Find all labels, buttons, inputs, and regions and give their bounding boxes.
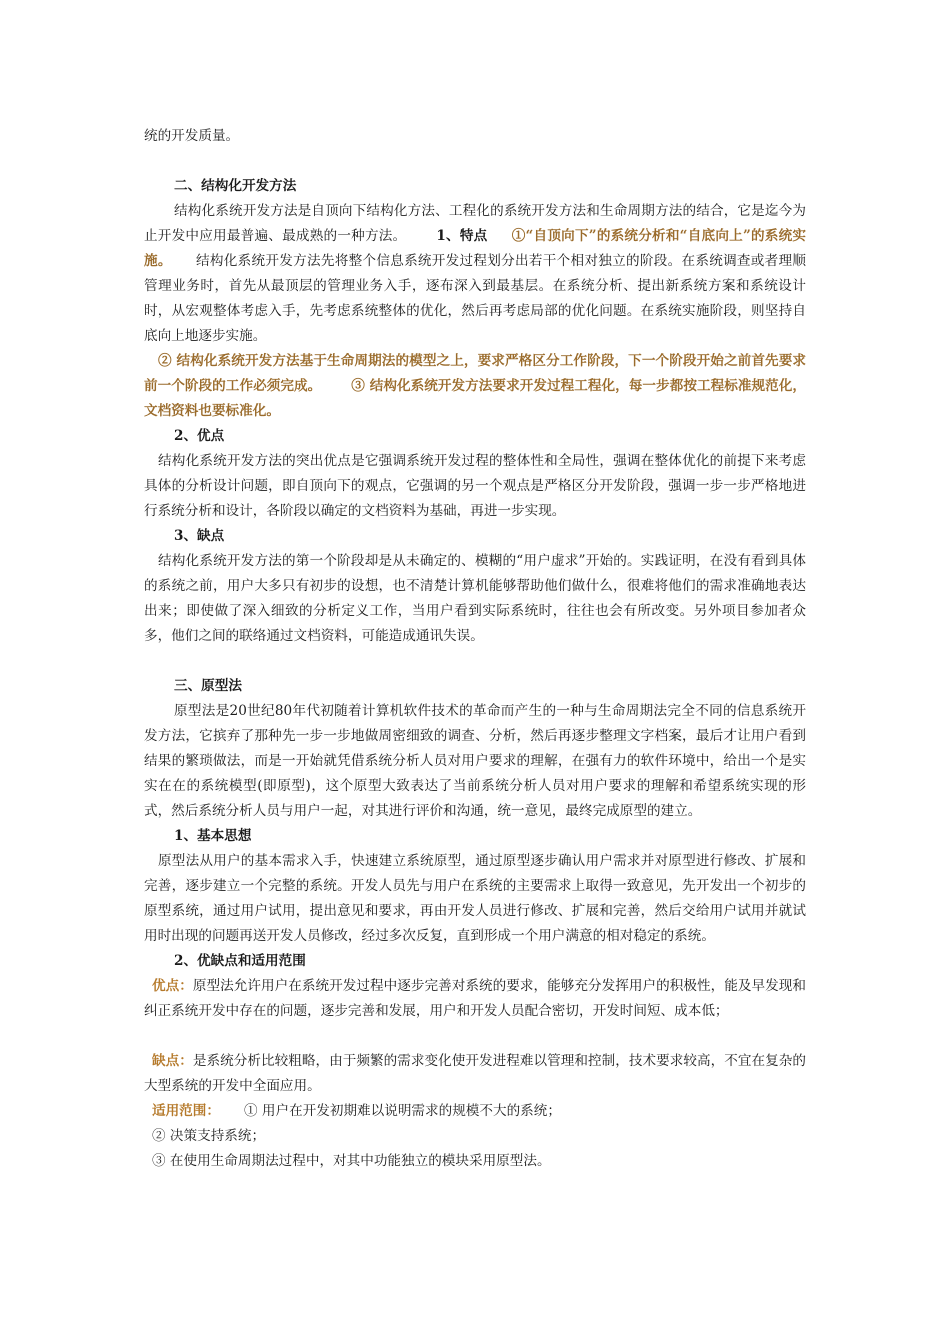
advantages-text: 结构化系统开发方法的突出优点是它强调系统开发过程的整体性和全局性，强调在整体优化的前提下来考虑具体的分析设计问题，即自顶向下的观点，它强调的另一个观点是严格区分开发阶段，强调一步一步严格地进行系统分析和设计，各阶段以确定的文档资料为基础，再进一步实现。 [144,453,806,519]
section-heading-structured: 二、结构化开发方法 [174,178,297,194]
scope-line-3 [144,1149,806,1174]
cons-text: 是系统分析比较粗略，由于频繁的需求变化使开发进程难以管理和控制，技术要求较高，不宜在复杂的大型系统的开发中全面应用。 [144,1053,807,1094]
pros-cons-heading: 2、优缺点和适用范围 [174,953,306,969]
pros-paragraph [144,974,806,1024]
feature2-3-paragraph [144,349,806,424]
structured-intro-paragraph [144,199,806,349]
feature3-highlight: ③ 结构化系统开发方法要求开发过程工程化，每一步都按工程标准规范化，文档资料也要标准化。 [144,378,807,419]
scope-line-2 [144,1124,806,1149]
document-page [144,124,806,1174]
basic-idea-text: 原型法从用户的基本需求入手，快速建立系统原型，通过原型逐步确认用户需求并对原型进行修改、扩展和完善，逐步建立一个完整的系统。开发人员先与用户在系统的主要需求上取得一致意见，先开发出一个初步的原型系统，通过用户试用，提出意见和要求，再由开发人员进行修改、扩展和完善，然后交给用户试用并就试用时出现的问题再送开发人员修改，经过多次反复，直到形成一个用户满意的相对稳定的系统。 [144,853,806,944]
cons-label: 缺点： [152,1053,193,1069]
disadvantages-text: 结构化系统开发方法的第一个阶段却是从未确定的、模糊的“用户虚求”开始的。实践证明，在没有看到具体的系统之前，用户大多只有初步的设想，也不清楚计算机能够帮助他们做什么，很难将他们的需求准确地表达出来；即使做了深入细致的分析定义工作，当用户看到实际系统时，往往也会有所改变。另外项目参加者众多，他们之间的联络通过文档资料，可能造成通讯失误。 [144,553,806,644]
section-heading-prototype: 三、原型法 [174,678,242,694]
cons-paragraph [144,1049,806,1099]
scope-item: ② 决策支持系统； [152,1128,266,1144]
intro-tail: 统的开发质量。 [144,128,240,144]
scope-item: ③ 在使用生命周期法过程中，对其中功能独立的模块采用原型法。 [152,1153,551,1169]
feature2-highlight: ② 结构化系统开发方法基于生命周期法的模型之上，要求严格区分工作阶段，下一个阶段开始之前首先要求前一个阶段的工作必须完成。 [144,353,806,394]
basic-idea-heading: 1、基本思想 [174,828,252,844]
feature1-text: 结构化系统开发方法先将整个信息系统开发过程划分出若干个相对独立的阶段。在系统调查或者理顺管理业务时，首先从最顶层的管理业务入手，逐布深入到最基层。在系统分析、提出新系统方案和系统设计时，从宏观整体考虑入手，先考虑系统整体的优化，然后再考虑局部的优化问题。在系统实施阶段，则坚持自底向上地逐步实施。 [144,253,807,344]
disadvantages-heading: 3、缺点 [174,528,225,544]
structured-intro-text: 结构化系统开发方法是自顶向下结构化方法、工程化的系统开发方法和生命周期方法的结合，它是迄今为止开发中应用最普遍、最成熟的一种方法。 [144,203,806,244]
scope-line-1 [144,1099,806,1124]
pros-text: 原型法允许用户在系统开发过程中逐步完善对系统的要求，能够充分发挥用户的积极性，能及早发现和纠正系统开发中存在的问题，逐步完善和发展，用户和开发人员配合密切，开发时间短、成本低； [144,978,807,1019]
scope-item: ① 用户在开发初期难以说明需求的规模不大的系统； [243,1103,561,1119]
pros-label: 优点： [152,978,193,994]
prototype-intro-text: 原型法是20世纪80年代初随着计算机软件技术的革命而产生的一种与生命周期法完全不同的信息系统开发方法，它摈弃了那种先一步一步地做周密细致的调查、分析，然后再逐步整理文字档案，最后才让用户看到结果的繁琐做法，而是一开始就凭借系统分析人员对用户要求的理解，在强有力的软件环境中，给出一个是实实在在的系统模型(即原型)，这个原型大致表达了当前系统分析人员对用户要求的理解和希望系统实现的形式，然后系统分析人员与用户一起，对其进行评价和沟通，统一意见，最终完成原型的建立。 [144,703,806,819]
feature1-highlight: ①“自顶向下”的系统分析和“自底向上”的系统实施。 [144,228,806,269]
advantages-heading: 2、优点 [174,428,225,444]
scope-label: 适用范围： [152,1103,220,1119]
features-heading: 1、特点 [436,228,488,244]
